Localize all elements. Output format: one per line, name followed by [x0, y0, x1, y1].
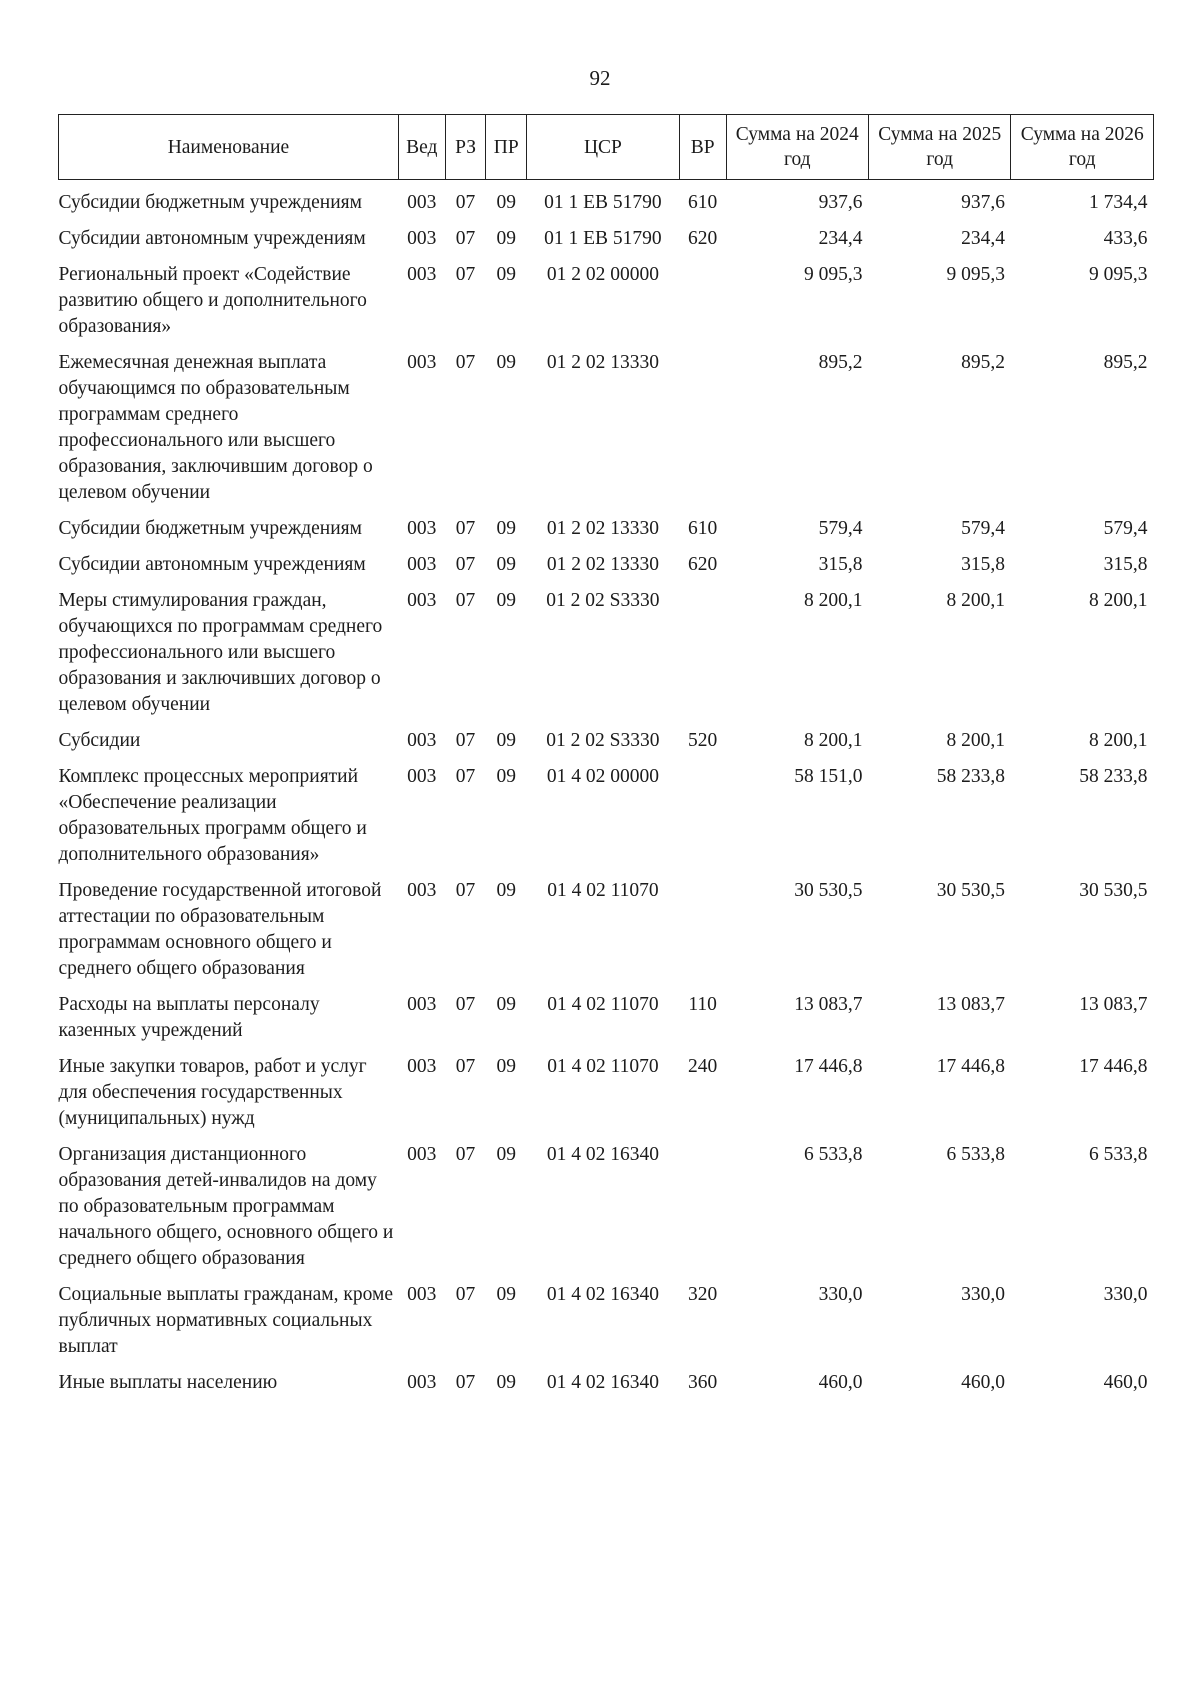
cell-ved: 003: [407, 590, 437, 611]
cell-name: Ежемесячная денежная выплата обучающимся по образовательным программам среднего профессионального или высшего образования, заключившим договор о целевом обучении: [58, 352, 373, 503]
cell-rz: 07: [455, 730, 476, 751]
cell-csr: 01 4 02 16340: [546, 1372, 659, 1393]
cell-ved: 003: [407, 192, 437, 213]
cell-sum-2024: 17 446,8: [794, 1056, 863, 1077]
cell-ved: 003: [407, 880, 437, 901]
cell-name: Региональный проект «Содействие развитию общего и дополнительного образования»: [58, 264, 367, 337]
cell-csr: 01 2 02 S3330: [546, 730, 660, 751]
cell-vr: [679, 581, 726, 721]
table-row: [59, 509, 1154, 545]
cell-pr: 09: [496, 880, 516, 901]
cell-csr: 01 2 02 S3330: [546, 590, 660, 611]
cell-sum-2024: 234,4: [818, 228, 863, 249]
cell-vr: 240: [688, 1056, 718, 1077]
cell-sum-2026: 8 200,1: [1089, 590, 1148, 611]
cell-vr: 110: [688, 994, 717, 1015]
cell-vr: 320: [688, 1284, 718, 1305]
cell-pr: 09: [496, 590, 516, 611]
cell-rz: 07: [455, 228, 476, 249]
cell-vr: 360: [688, 1372, 718, 1393]
cell-csr: 01 2 02 00000: [546, 264, 659, 285]
cell-name: Меры стимулирования граждан, обучающихся по программам среднего профессионального или высшего образования и заключивших договор о целевом обучении: [58, 590, 383, 715]
table-row: [59, 871, 1154, 985]
cell-sum-2025: 234,4: [961, 228, 1005, 249]
cell-sum-2026: 315,8: [1103, 554, 1148, 575]
cell-sum-2024: 330,0: [818, 1284, 863, 1305]
cell-sum-2025: 315,8: [961, 554, 1005, 575]
cell-name: Расходы на выплаты персоналу казенных учреждений: [58, 994, 320, 1041]
header-sum-2024: Сумма на 2024 год: [726, 115, 868, 180]
cell-sum-2026: 8 200,1: [1089, 730, 1148, 751]
cell-sum-2025: 330,0: [961, 1284, 1005, 1305]
cell-rz: 07: [455, 590, 476, 611]
cell-vr: [679, 1135, 726, 1275]
header-sum-2025: Сумма на 2025 год: [869, 115, 1011, 180]
cell-rz: 07: [455, 1056, 476, 1077]
table-header: [59, 115, 1154, 180]
cell-sum-2026: 460,0: [1103, 1372, 1148, 1393]
cell-csr: 01 4 02 16340: [546, 1144, 659, 1165]
cell-pr: 09: [496, 994, 516, 1015]
cell-ved: 003: [407, 994, 437, 1015]
cell-sum-2025: 8 200,1: [946, 730, 1005, 751]
cell-vr: 520: [688, 730, 718, 751]
cell-pr: 09: [496, 518, 516, 539]
table-row: [59, 180, 1154, 220]
cell-pr: 09: [496, 264, 516, 285]
cell-sum-2026: 433,6: [1103, 228, 1148, 249]
cell-vr: [679, 343, 726, 509]
cell-rz: 07: [455, 554, 476, 575]
cell-sum-2025: 937,6: [961, 192, 1005, 213]
cell-vr: 610: [688, 192, 718, 213]
table-row: [59, 581, 1154, 721]
page-number: 92: [589, 66, 611, 90]
cell-sum-2026: 895,2: [1103, 352, 1148, 373]
header-name: Наименование: [59, 115, 399, 180]
cell-rz: 07: [455, 1372, 476, 1393]
budget-table: [58, 114, 1154, 1399]
cell-csr: 01 1 ЕВ 51790: [544, 192, 662, 213]
table-row: [59, 255, 1154, 343]
cell-vr: 620: [688, 228, 718, 249]
cell-csr: 01 4 02 11070: [547, 994, 659, 1015]
cell-pr: 09: [496, 766, 516, 787]
cell-pr: 09: [496, 1284, 516, 1305]
cell-name: Субсидии автономным учреждениям: [58, 554, 366, 575]
cell-sum-2025: 9 095,3: [946, 264, 1005, 285]
cell-ved: 003: [407, 352, 437, 373]
header-vr: ВР: [679, 115, 726, 180]
header-rz: РЗ: [445, 115, 486, 180]
cell-sum-2025: 8 200,1: [946, 590, 1005, 611]
cell-sum-2025: 579,4: [961, 518, 1005, 539]
header-pr: ПР: [486, 115, 527, 180]
cell-csr: 01 2 02 13330: [546, 518, 659, 539]
cell-name: Субсидии: [58, 730, 141, 751]
cell-rz: 07: [455, 1284, 476, 1305]
cell-sum-2026: 17 446,8: [1079, 1056, 1148, 1077]
cell-vr: 620: [688, 554, 718, 575]
header-sum-2026: Сумма на 2026 год: [1011, 115, 1154, 180]
cell-sum-2024: 6 533,8: [804, 1144, 863, 1165]
cell-ved: 003: [407, 1284, 437, 1305]
cell-sum-2026: 13 083,7: [1079, 994, 1148, 1015]
cell-ved: 003: [407, 554, 437, 575]
cell-name: Социальные выплаты гражданам, кроме публичных нормативных социальных выплат: [58, 1284, 393, 1357]
cell-sum-2026: 1 734,4: [1089, 192, 1148, 213]
header-csr: ЦСР: [527, 115, 680, 180]
cell-ved: 003: [407, 228, 437, 249]
cell-sum-2024: 579,4: [818, 518, 863, 539]
table-row: [59, 1135, 1154, 1275]
cell-name: Иные выплаты населению: [58, 1372, 278, 1393]
cell-vr: [679, 255, 726, 343]
cell-sum-2025: 58 233,8: [936, 766, 1005, 787]
cell-sum-2026: 58 233,8: [1079, 766, 1148, 787]
cell-name: Организация дистанционного образования детей-инвалидов на дому по образовательным программам начального общего, основного общего и среднего общего образования: [58, 1144, 394, 1269]
cell-rz: 07: [455, 192, 476, 213]
cell-ved: 003: [407, 1056, 437, 1077]
cell-name: Проведение государственной итоговой аттестации по образовательным программам основного общего и среднего общего образования: [58, 880, 382, 979]
cell-sum-2024: 895,2: [818, 352, 863, 373]
cell-sum-2024: 460,0: [818, 1372, 863, 1393]
table-row: [59, 1275, 1154, 1363]
cell-ved: 003: [407, 1144, 437, 1165]
cell-pr: 09: [496, 1372, 516, 1393]
cell-sum-2026: 30 530,5: [1079, 880, 1148, 901]
cell-pr: 09: [496, 192, 516, 213]
cell-csr: 01 4 02 16340: [546, 1284, 659, 1305]
cell-rz: 07: [455, 518, 476, 539]
cell-name: Субсидии бюджетным учреждениям: [58, 192, 362, 213]
cell-pr: 09: [496, 228, 516, 249]
cell-name: Субсидии бюджетным учреждениям: [58, 518, 362, 539]
cell-rz: 07: [455, 994, 476, 1015]
table-row: [59, 545, 1154, 581]
cell-name: Комплекс процессных мероприятий «Обеспечение реализации образовательных программ общего и дополнительного образования»: [58, 766, 367, 865]
cell-pr: 09: [496, 352, 516, 373]
cell-sum-2024: 58 151,0: [794, 766, 863, 787]
table-body: [59, 180, 1154, 1400]
table-row: [59, 1047, 1154, 1135]
cell-pr: 09: [496, 1056, 516, 1077]
cell-name: Субсидии автономным учреждениям: [58, 228, 366, 249]
cell-sum-2025: 13 083,7: [936, 994, 1005, 1015]
cell-ved: 003: [407, 730, 437, 751]
cell-csr: 01 2 02 13330: [546, 554, 659, 575]
cell-vr: 610: [688, 518, 718, 539]
cell-ved: 003: [407, 518, 437, 539]
table-row: [59, 721, 1154, 757]
cell-rz: 07: [455, 264, 476, 285]
table-row: [59, 219, 1154, 255]
table-row: [59, 757, 1154, 871]
cell-vr: [679, 757, 726, 871]
cell-csr: 01 4 02 00000: [546, 766, 659, 787]
cell-sum-2024: 8 200,1: [804, 590, 863, 611]
cell-ved: 003: [407, 264, 437, 285]
cell-sum-2026: 579,4: [1103, 518, 1148, 539]
cell-ved: 003: [407, 766, 437, 787]
cell-pr: 09: [496, 554, 516, 575]
header-ved: Вед: [398, 115, 445, 180]
cell-name: Иные закупки товаров, работ и услуг для обеспечения государственных (муниципальных) нужд: [58, 1056, 367, 1129]
cell-rz: 07: [455, 766, 476, 787]
cell-sum-2024: 30 530,5: [794, 880, 863, 901]
cell-rz: 07: [455, 880, 476, 901]
cell-csr: 01 2 02 13330: [546, 352, 659, 373]
cell-sum-2024: 13 083,7: [794, 994, 863, 1015]
table-row: [59, 985, 1154, 1047]
cell-csr: 01 1 ЕВ 51790: [544, 228, 662, 249]
cell-sum-2024: 937,6: [818, 192, 863, 213]
cell-csr: 01 4 02 11070: [547, 1056, 659, 1077]
cell-sum-2025: 6 533,8: [946, 1144, 1005, 1165]
cell-sum-2025: 30 530,5: [936, 880, 1005, 901]
table-row: [59, 343, 1154, 509]
cell-rz: 07: [455, 1144, 476, 1165]
cell-rz: 07: [455, 352, 476, 373]
cell-sum-2025: 895,2: [961, 352, 1005, 373]
cell-sum-2024: 315,8: [818, 554, 863, 575]
cell-sum-2026: 330,0: [1103, 1284, 1148, 1305]
cell-pr: 09: [496, 1144, 516, 1165]
cell-sum-2024: 8 200,1: [804, 730, 863, 751]
cell-sum-2024: 9 095,3: [804, 264, 863, 285]
cell-csr: 01 4 02 11070: [547, 880, 659, 901]
cell-sum-2025: 460,0: [961, 1372, 1005, 1393]
table-row: [59, 1363, 1154, 1399]
cell-ved: 003: [407, 1372, 437, 1393]
cell-pr: 09: [496, 730, 516, 751]
cell-sum-2025: 17 446,8: [936, 1056, 1005, 1077]
cell-sum-2026: 9 095,3: [1089, 264, 1148, 285]
cell-sum-2026: 6 533,8: [1089, 1144, 1148, 1165]
cell-vr: [679, 871, 726, 985]
